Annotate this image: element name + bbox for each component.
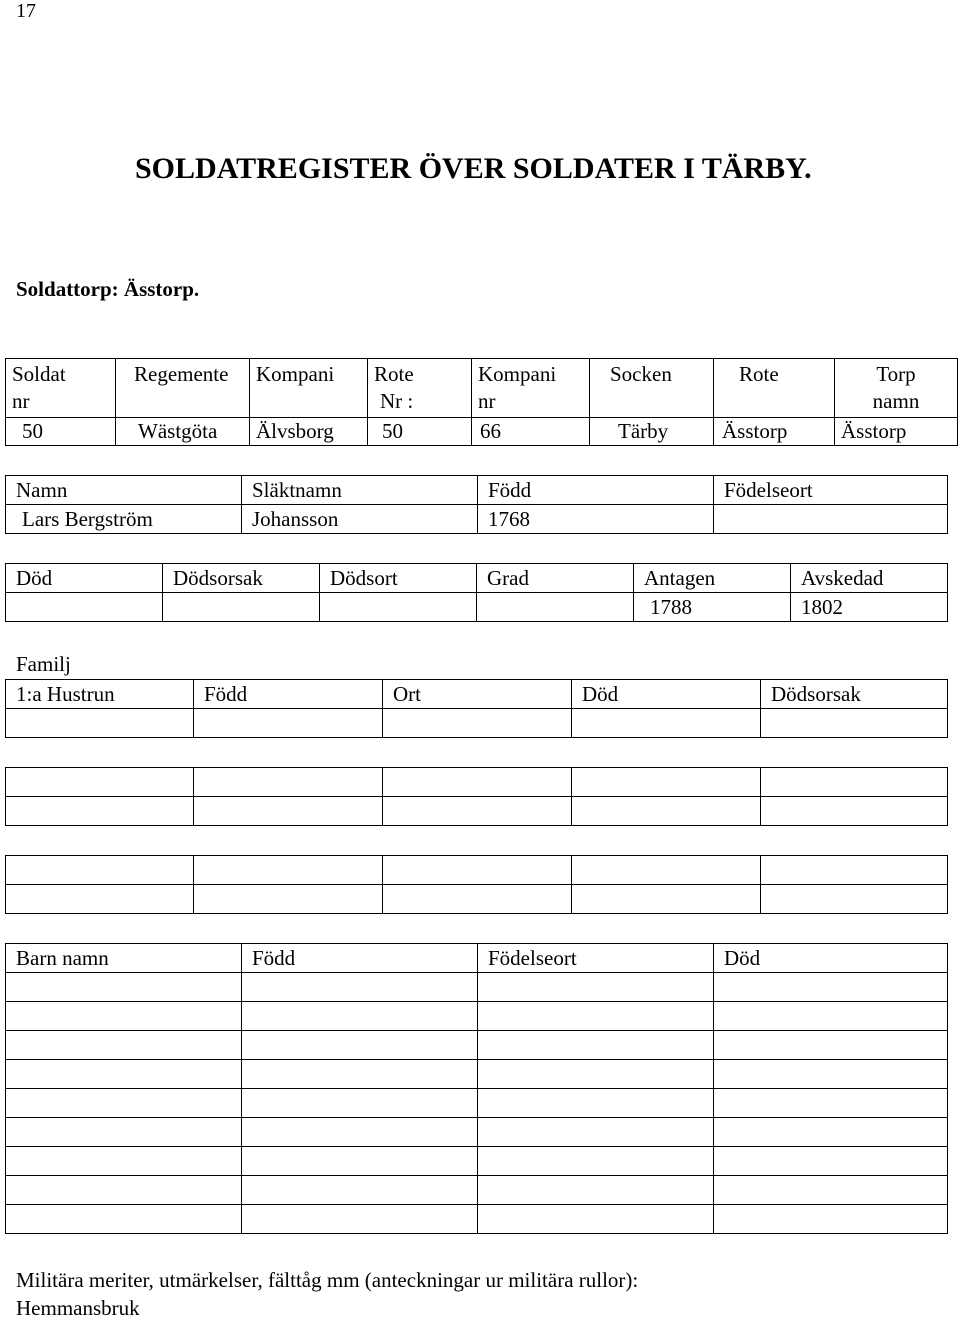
header-cell: Död <box>714 944 948 973</box>
empty-cell <box>6 709 194 738</box>
header-cell: Antagen <box>634 564 791 593</box>
empty-cell <box>761 856 948 885</box>
header-cell: Regemente <box>116 359 250 418</box>
service-info-header-row <box>6 564 948 593</box>
empty-cell <box>6 1060 242 1089</box>
empty-cell <box>714 1002 948 1031</box>
merits-label: Militära meriter, utmärkelser, fälttåg mm (anteckningar ur militära rullor): <box>16 1268 639 1292</box>
children-row <box>6 973 948 1002</box>
empty-cell <box>714 1060 948 1089</box>
header-cell: Kompani nr <box>472 359 590 418</box>
empty-cell <box>194 768 383 797</box>
empty-cell <box>714 1205 948 1234</box>
header-cell: Född <box>242 944 478 973</box>
header-cell: Kompani <box>250 359 368 418</box>
wife-3-header-row <box>6 856 948 885</box>
empty-cell <box>6 1118 242 1147</box>
empty-cell <box>242 1089 478 1118</box>
empty-cell <box>572 768 761 797</box>
empty-cell <box>6 797 194 826</box>
children-row <box>6 1060 948 1089</box>
value-cell: 1788 <box>634 593 791 622</box>
wife-value-row <box>6 709 948 738</box>
header-cell: Socken <box>590 359 714 418</box>
children-row <box>6 1031 948 1060</box>
military-merits <box>16 1266 638 1322</box>
empty-cell <box>478 973 714 1002</box>
empty-cell <box>383 856 572 885</box>
empty-cell <box>572 856 761 885</box>
header-cell: Dödsorsak <box>761 680 948 709</box>
header-cell: Födelseort <box>478 944 714 973</box>
soldier-info-header-row <box>6 359 958 418</box>
empty-cell <box>194 885 383 914</box>
wife-3-value-row <box>6 885 948 914</box>
empty-cell <box>242 1205 478 1234</box>
empty-cell <box>242 973 478 1002</box>
empty-cell <box>478 1002 714 1031</box>
empty-cell <box>478 1147 714 1176</box>
value-cell <box>714 505 948 534</box>
header-cell: Namn <box>6 476 242 505</box>
page-title: SOLDATREGISTER ÖVER SOLDATER I TÄRBY. <box>135 152 812 185</box>
empty-cell <box>6 885 194 914</box>
soldier-info-value-row <box>6 418 958 446</box>
empty-cell <box>242 1176 478 1205</box>
empty-cell <box>194 709 383 738</box>
header-cell: Torp namn <box>835 359 958 418</box>
wife-table-3 <box>5 855 948 914</box>
value-cell: Älvsborg <box>250 418 368 446</box>
header-cell: Födelseort <box>714 476 948 505</box>
empty-cell <box>6 856 194 885</box>
wife-header-row <box>6 680 948 709</box>
header-cell: Rote Nr : <box>368 359 472 418</box>
children-row <box>6 1002 948 1031</box>
header-cell: Dödsorsak <box>163 564 320 593</box>
value-cell <box>477 593 634 622</box>
header-cell: Född <box>194 680 383 709</box>
empty-cell <box>242 1031 478 1060</box>
empty-cell <box>572 885 761 914</box>
empty-cell <box>194 856 383 885</box>
merits-text: Hemmansbruk <box>16 1296 140 1320</box>
empty-cell <box>572 709 761 738</box>
children-row <box>6 1205 948 1234</box>
empty-cell <box>6 1002 242 1031</box>
empty-cell <box>6 1089 242 1118</box>
empty-cell <box>478 1089 714 1118</box>
empty-cell <box>242 1002 478 1031</box>
person-info-table <box>5 475 948 534</box>
empty-cell <box>478 1176 714 1205</box>
person-info-value-row <box>6 505 948 534</box>
service-info-table <box>5 563 948 622</box>
header-cell: Död <box>6 564 163 593</box>
empty-cell <box>714 1089 948 1118</box>
header-cell: Född <box>478 476 714 505</box>
children-row <box>6 1147 948 1176</box>
empty-cell <box>242 1147 478 1176</box>
children-row <box>6 1089 948 1118</box>
empty-cell <box>761 768 948 797</box>
value-cell <box>6 593 163 622</box>
value-cell: Ässtorp <box>835 418 958 446</box>
empty-cell <box>383 885 572 914</box>
empty-cell <box>383 709 572 738</box>
empty-cell <box>714 1176 948 1205</box>
service-info-value-row <box>6 593 948 622</box>
empty-cell <box>194 797 383 826</box>
value-cell: 50 <box>368 418 472 446</box>
family-label: Familj <box>16 652 71 676</box>
empty-cell <box>383 797 572 826</box>
value-cell: 50 <box>6 418 116 446</box>
soldier-info-table <box>5 358 958 446</box>
value-cell: Ässtorp <box>714 418 835 446</box>
empty-cell <box>6 768 194 797</box>
wife-2-header-row <box>6 768 948 797</box>
value-cell: 1802 <box>791 593 948 622</box>
empty-cell <box>714 1118 948 1147</box>
value-cell: 66 <box>472 418 590 446</box>
page-number: 17 <box>16 0 36 22</box>
empty-cell <box>714 1031 948 1060</box>
header-cell: Släktnamn <box>242 476 478 505</box>
empty-cell <box>242 1060 478 1089</box>
empty-cell <box>478 1060 714 1089</box>
header-cell: Barn namn <box>6 944 242 973</box>
empty-cell <box>6 973 242 1002</box>
header-cell: Rote <box>714 359 835 418</box>
empty-cell <box>761 797 948 826</box>
header-cell: Avskedad <box>791 564 948 593</box>
empty-cell <box>6 1031 242 1060</box>
value-cell <box>163 593 320 622</box>
empty-cell <box>478 1118 714 1147</box>
value-cell: Lars Bergström <box>6 505 242 534</box>
empty-cell <box>761 709 948 738</box>
value-cell: Tärby <box>590 418 714 446</box>
soldier-cottage-heading: Soldattorp: Ässtorp. <box>16 277 200 301</box>
empty-cell <box>242 1118 478 1147</box>
value-cell: Johansson <box>242 505 478 534</box>
empty-cell <box>478 1031 714 1060</box>
header-cell: Soldat nr <box>6 359 116 418</box>
value-cell: 1768 <box>478 505 714 534</box>
value-cell <box>320 593 477 622</box>
wife-table <box>5 679 948 738</box>
header-cell: Dödsort <box>320 564 477 593</box>
empty-cell <box>6 1147 242 1176</box>
person-info-header-row <box>6 476 948 505</box>
empty-cell <box>6 1176 242 1205</box>
empty-cell <box>572 797 761 826</box>
header-cell: Ort <box>383 680 572 709</box>
empty-cell <box>6 1205 242 1234</box>
header-cell: Död <box>572 680 761 709</box>
children-header-row <box>6 944 948 973</box>
empty-cell <box>383 768 572 797</box>
header-cell: 1:a Hustrun <box>6 680 194 709</box>
empty-cell <box>714 973 948 1002</box>
empty-cell <box>761 885 948 914</box>
children-row <box>6 1176 948 1205</box>
empty-cell <box>714 1147 948 1176</box>
children-table <box>5 943 948 1234</box>
empty-cell <box>478 1205 714 1234</box>
children-row <box>6 1118 948 1147</box>
wife-table-2 <box>5 767 948 826</box>
header-cell: Grad <box>477 564 634 593</box>
wife-2-value-row <box>6 797 948 826</box>
value-cell: Wästgöta <box>116 418 250 446</box>
